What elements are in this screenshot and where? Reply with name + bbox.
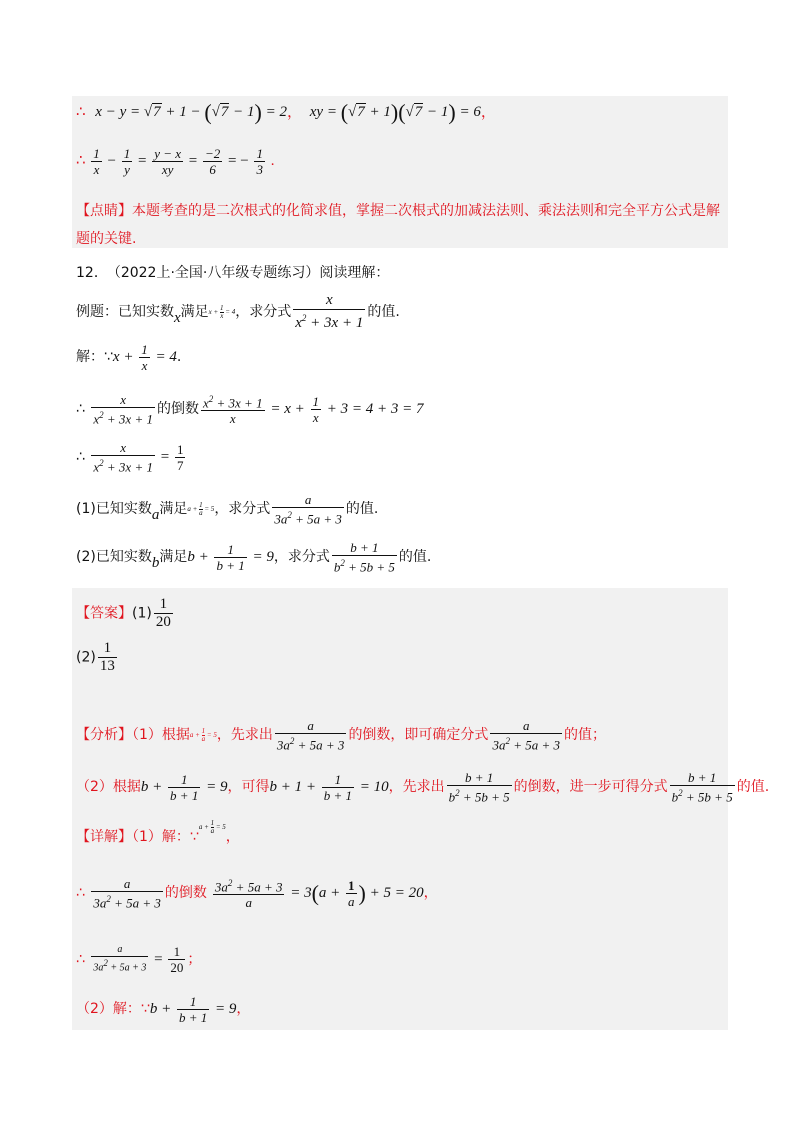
answer-part1: (1) bbox=[132, 605, 152, 622]
q1-mid: 满足 bbox=[159, 501, 188, 518]
analysis-p2e: 的值. bbox=[736, 779, 770, 796]
solution-line-2: ∴ $\frac{1}{x}$ − $\frac{1}{y}$ = $\frac{y - x}{xy}$ = $\frac{-2}{6}$ = − $\frac{1}{3}$ . bbox=[76, 146, 275, 177]
example-solve-3: ∴ $\frac{x}{x^2 + 3x + 1}$ = $\frac{1}{7}$ bbox=[76, 440, 184, 475]
answer-line-2 bbox=[76, 640, 119, 675]
q2-suffix: 的值. bbox=[398, 549, 432, 566]
detail-label: 【详解】 bbox=[76, 829, 132, 845]
q1-prefix: (1)已知实数 bbox=[76, 501, 152, 518]
analysis-p2b: ，可得 bbox=[227, 779, 270, 796]
example-solve-1: 解：∵x + $\frac{1}{x}$ = 4. bbox=[76, 342, 182, 373]
solution-line-1: ∴ x − y = √7 + 1 − (√7 − 1) = 2， xy = (√7 + 1)(√7 − 1) = 6， bbox=[76, 100, 496, 125]
note-line-1 bbox=[76, 200, 720, 220]
detail-s1: （1）解：∵ bbox=[132, 829, 199, 845]
analysis-p2d: 的倒数，进一步可得分式 bbox=[513, 779, 668, 796]
example-ask: ，求分式 bbox=[235, 304, 292, 320]
example-suffix: 的值. bbox=[367, 304, 400, 320]
solve-prefix: 解：∵ bbox=[76, 348, 113, 365]
reciprocal-label: 的倒数 bbox=[156, 401, 199, 418]
detail-line-2: ∴ $\frac{a}{3a^2 + 5a + 3}$ 的倒数 $\frac{3a^2 + 5a + 3}{a}$ = 3(a + $\frac{1}{a}$ ) + 5 = 20， bbox=[76, 876, 438, 911]
answer2-num: 1 bbox=[98, 640, 117, 658]
answer1-num: 1 bbox=[154, 596, 173, 614]
detail-line-3: ∴ $\frac{a}{3a2 + 5a + 3}$ = $\frac{1}{20}$ ； bbox=[76, 944, 202, 975]
answer-label: 【答案】 bbox=[76, 605, 132, 622]
q1-suffix: 的值. bbox=[345, 501, 379, 518]
detail-s4: （2）解：∵ bbox=[76, 1000, 150, 1017]
detail-s4-end: ， bbox=[236, 1000, 251, 1017]
analysis-p2a: （2）根据 bbox=[76, 779, 141, 796]
answer2-den: 13 bbox=[99, 658, 115, 674]
analysis-line-1: 【分析】（1）根据a + $\frac{1}{a}$ = 5，先求出 $\frac{a}{3a^2 + 5a + 3}$ 的倒数，即可确定分式 $\frac{a}{3a^2 + 5a + 3}$ 的值； bbox=[76, 718, 606, 753]
analysis-label: 【分析】 bbox=[76, 727, 132, 744]
q2-mid: 满足 bbox=[159, 549, 188, 566]
analysis-p2c: ，先求出 bbox=[388, 779, 445, 796]
example-solve-2: ∴ $\frac{x}{x^2 + 3x + 1}$ 的倒数 $\frac{x^2 + 3x + 1}{x}$ = x + $\frac{1}{x}$ + 3 = 4 + 3 = 7 bbox=[76, 392, 424, 427]
question-2: (2)已知实数b满足b + $\frac{1}{b + 1}$ = 9，求分式 $\frac{b + 1}{b^2 + 5b + 5}$ 的值. bbox=[76, 540, 432, 575]
analysis-p1c: 的倒数，即可确定分式 bbox=[348, 727, 489, 744]
q2-ask: ，求分式 bbox=[273, 549, 330, 566]
detail-line-4: （2）解：∵b + $\frac{1}{b + 1}$ = 9， bbox=[76, 994, 251, 1025]
detail-s3-end: ； bbox=[187, 951, 202, 968]
problem-source: （2022上·全国·八年级专题练习）阅读理解： bbox=[113, 265, 390, 281]
answer-line-1 bbox=[76, 596, 175, 631]
example-mid: 满足 bbox=[180, 304, 209, 320]
note-line-2 bbox=[76, 228, 136, 248]
problem-header bbox=[76, 262, 389, 282]
note-text: 本题考查的是二次根式的化简求值，掌握二次根式的加减法法则、乘法法则和完全平方公式是解 bbox=[132, 203, 720, 219]
example-line: 例题：已知实数x满足x + $\frac{1}{x}$ = 4，求分式 $\frac{x}{x^2 + 3x + 1}$ 的值. bbox=[76, 292, 400, 331]
detail-line-1: 【详解】（1）解：∵a + $\frac{1}{a}$ = 5， bbox=[76, 818, 240, 845]
detail-reciprocal: 的倒数 bbox=[164, 885, 207, 902]
answer1-den: 20 bbox=[155, 614, 171, 630]
note-label: 【点睛】 bbox=[76, 203, 132, 219]
answer-part2: (2) bbox=[76, 649, 96, 666]
analysis-line-2: （2）根据b + $\frac{1}{b + 1}$ = 9，可得b + 1 + $\frac{1}{b + 1}$ = 10，先求出 $\frac{b + 1}{b^2 + 5b + 5}$ 的倒数，进一步可得分式 $\frac{b + 1}{b^2 + 5b + 5}$ 的值. bbox=[76, 770, 770, 805]
q1-ask: ，求分式 bbox=[214, 501, 271, 518]
detail-s1-end: ， bbox=[225, 829, 240, 845]
analysis-p1d: 的值； bbox=[563, 727, 606, 744]
example-prefix: 例题：已知实数 bbox=[76, 304, 174, 320]
question-1: (1)已知实数a满足a + $\frac{1}{a}$ = 5，求分式 $\frac{a}{3a^2 + 5a + 3}$ 的值. bbox=[76, 492, 379, 527]
analysis-p1a: （1）根据 bbox=[132, 727, 190, 744]
problem-number: 12． bbox=[76, 265, 108, 281]
q2-prefix: (2)已知实数 bbox=[76, 549, 152, 566]
note-text-2: 题的关键. bbox=[76, 231, 137, 247]
analysis-p1b: ，先求出 bbox=[216, 727, 273, 744]
